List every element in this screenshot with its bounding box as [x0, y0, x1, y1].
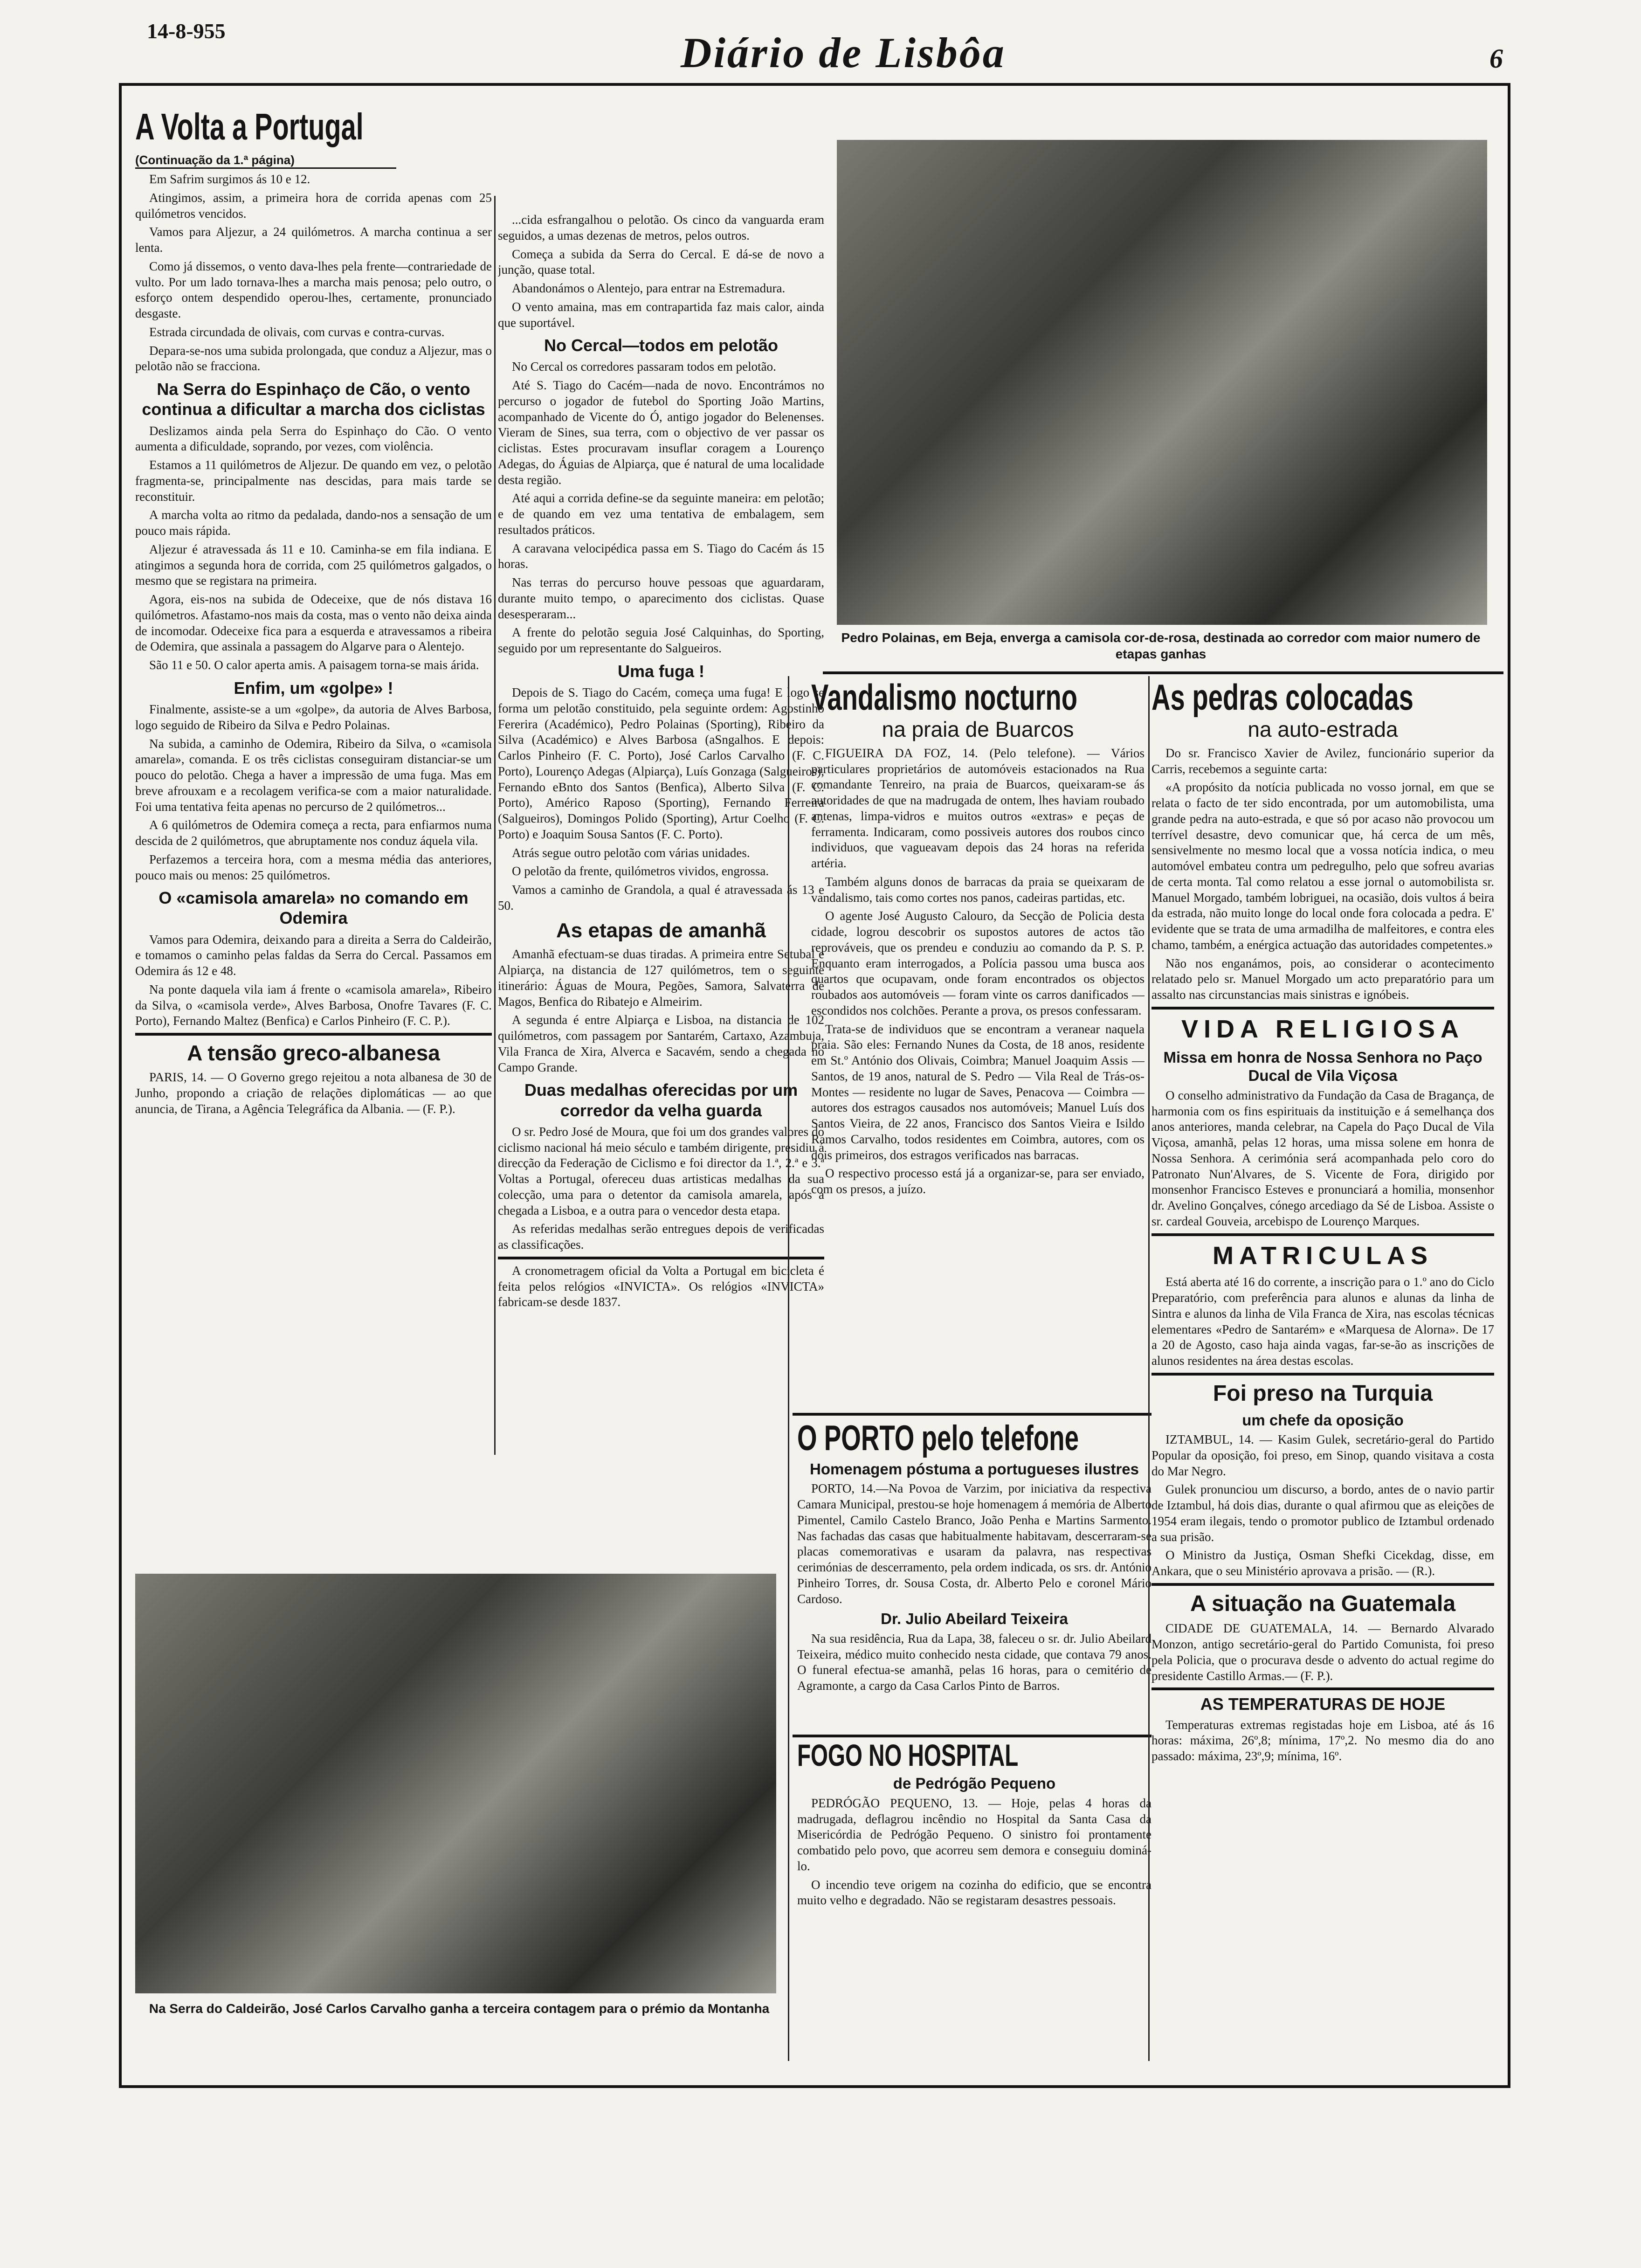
volta-paragraph: Deslizamos ainda pela Serra do Espinhaço do Cão. O vento aumenta a dificuldade, soprando, por vezes, com violência. — [135, 423, 492, 454]
volta-paragraph: A 6 quilómetros de Odemira começa a recta, para enfiarmos numa descida de 2 quilómetros, que abruptamente nos conduz áquela vila. — [135, 818, 492, 848]
volta-paragraph: ...cida esfrangalhou o pelotão. Os cinco da vanguarda eram seguidos, a umas dezenas de metros, pelos outros. — [498, 213, 824, 242]
temperaturas-paragraph: Temperaturas extremas registadas hoje em Lisboa, até ás 16 horas: máxima, 26º,8; mínima, 17º,2. No mesmo dia do ano passado: máxima, 23º,9; mínima, 16º. — [1151, 1717, 1494, 1763]
volta-paragraph: Vamos para Aljezur, a 24 quilómetros. A marcha continua a ser lenta. — [135, 225, 492, 255]
volta-paragraph: Em Safrim surgimos ás 10 e 12. — [149, 172, 310, 187]
porto-paragraph: PORTO, 14.—Na Povoa de Varzim, por iniciativa da respectiva Camara Municipal, prestou-se hoje homenagem á memória de Alberto Pimentel, Camilo Castelo Branco, João Penha e Martins Sarmento. Nas fachadas das casas que habitualmente habitavam, descerraram-se placas comemorativas e usaram da palavra, nas respectivas cerimónias de descerramento, pela ordem indicada, os srs. dr. António Pinheiro Torres, dr. Sousa Costa, dr. Alberto Pelo e coronel Mário Cardoso. — [797, 1481, 1151, 1606]
volta-paragraph: O pelotão da frente, quilómetros vividos, engrossa. — [512, 864, 769, 878]
page-number: 6 — [1489, 43, 1503, 74]
tensao-headline: A tensão greco-albanesa — [187, 1041, 440, 1065]
fogo-paragraph: O incendio teve origem na cozinha do edificio, que se encontra muito velho e degradado. Não se registaram desastres pessoais. — [797, 1877, 1151, 1908]
turquia-paragraph: O Ministro da Justiça, Osman Shefki Cicekdag, disse, em Ankara, que o seu Ministério aprovava a prisão. — (R.). — [1151, 1548, 1494, 1578]
fogo-headline: FOGO NO HOSPITAL — [797, 1739, 1019, 1772]
temperaturas-headline: AS TEMPERATURAS DE HOJE — [1200, 1694, 1446, 1714]
volta-paragraph: Começa a subida da Serra do Cercal. E dá-se de novo a junção, quase total. — [498, 247, 824, 277]
volta-paragraph: Na subida, a caminho de Odemira, Ribeiro da Silva, o «camisola amarela», comanda. E os três ciclistas conseguiram distanciar-se um pouco do pelotão. Chega a haver a impressão de uma fuga. Mas em breve afrouxam e a recolagem verifica-se com a maior naturalidade. Foi uma tentativa feita apenas no percurso de 2 quilómetros... — [135, 736, 492, 814]
vandalismo-paragraph: FIGUEIRA DA FOZ, 14. (Pelo telefone). — Vários particulares proprietários de automóveis estacionados na Rua comandante Tenreiro, na praia de Buarcos, queixaram-se ás autoridades de que na madrugada de ontem, lhes haviam roubado antenas, limpa-vidros e muitos outros «extras» e peças de ferramenta. Indicaram, como possiveis autores dos roubos cinco individuos, que vagueavam depois das 24 horas na referida artéria. — [811, 746, 1145, 871]
volta-subheading: O «camisola amarela» no comando em Odemira — [159, 888, 469, 928]
section-divider — [793, 1735, 1151, 1737]
porto-headline: O PORTO pelo telefone — [797, 1420, 1079, 1458]
photo-caption: Pedro Polainas, em Beja, enverga a camisola cor-de-rosa, destinada ao corredor com maior numero de etapas ganhas — [841, 630, 1481, 661]
photo-serra-caldeirao — [135, 1574, 776, 1993]
tensao-paragraph: PARIS, 14. — O Governo grego rejeitou a nota albanesa de 30 de Junho, propondo a criação de relações diplomáticas — ao que anuncia, de Tirana, a Agência Telegráfica da Albania. — (F. P.). — [135, 1070, 492, 1116]
section-divider — [1151, 1687, 1494, 1690]
column-rule — [788, 676, 789, 2061]
section-divider — [1151, 1007, 1494, 1010]
column-rule — [494, 196, 496, 1455]
right-column — [1151, 678, 1494, 2073]
porto-subheading: Homenagem póstuma a portugueses ilustres — [809, 1460, 1139, 1478]
volta-paragraph: Depois de S. Tiago do Cacém, começa uma fuga! E logo se forma um pelotão constituido, pela seguinte ordem: Agostinho Fererira (Académico), Pedro Polainas (Sporting), Ribeiro da Silva (Académico) e Alves Barbosa (aSngalhos. E depois: Carlos Pinheiro (F. C. Porto), José Carlos Carvalho (F. C. Porto), Lourenço Adegas (Alpiarça), Luís Gonzaga (Salgueiros), Fernando eBnto dos Santos (Benfica), Alberto Silva (F. C. Porto), Américo Raposo (Sporting), Fernando Ferreira (Salgueiros), Domingos Polido (Sporting), Artur Coelho (F. C. Porto) e Joaquim Sousa Santos (F. C. Porto). — [498, 685, 824, 841]
porto-paragraph: Na sua residência, Rua da Lapa, 38, faleceu o sr. dr. Julio Abeilard Teixeira, médico muito conhecido nesta cidade, que contava 79 anos. O funeral efectua-se amanhã, pelas 16 horas, para o cemitério de Agramonte, a cargo da Casa Carlos Pinto de Barros. — [797, 1631, 1151, 1693]
volta-paragraph: O vento amaina, mas em contrapartida faz mais calor, ainda que suportável. — [498, 299, 824, 330]
volta-paragraph: A marcha volta ao ritmo da pedalada, dando-nos a sensação de um pouco mais rápida. — [135, 508, 492, 538]
matriculas-paragraph: Está aberta até 16 do corrente, a inscrição para o 1.º ano do Ciclo Preparatório, com preferência para alunos e alunas da linha de Sintra e alunos da linha de Vila Franca de Xira, nas escolas técnicas elementares «Pedro de Santarém» e «Marquesa de Alorna». De 17 a 20 de Agosto, caso haja ainda vagas, far-se-ão as inscrições de alunos residentes na área destas escolas. — [1151, 1275, 1494, 1368]
pedras-paragraph: Do sr. Francisco Xavier de Avilez, funcionário superior da Carris, recebemos a seguinte carta: — [1151, 746, 1494, 776]
turquia-paragraph: Gulek pronunciou um discurso, a bordo, antes de o navio partir de Iztambul, há dois dias, durante o qual afirmou que as eleições de 1954 eram ilegais, tendo o promotor publico de Iztambul ordenado a sua prisão. — [1151, 1482, 1494, 1544]
guatemala-headline: A situação na Guatemala — [1190, 1591, 1456, 1616]
continuation-note: (Continuação da 1.ª página) — [135, 153, 396, 169]
volta-subheading: Enfim, um «golpe» ! — [234, 678, 393, 698]
volta-paragraph: Aljezur é atravessada ás 11 e 10. Caminha-se em fila indiana. E atingimos a segunda hora de corrida, com 25 quilómetros galgados, o mesmo que se registara na primeira. — [135, 542, 492, 588]
volta-subheading: As etapas de amanhã — [556, 919, 766, 942]
volta-subheading: Uma fuga ! — [617, 661, 704, 681]
vida-paragraph: O conselho administrativo da Fundação da Casa de Bragança, de harmonia com os fins espirituais da instituição e á semelhança dos anos anteriores, manda celebrar, na Capela do Paço Ducal de Vila Viçosa, amanhã, pelas 12 horas, uma missa solene em honra de Nossa Senhora. A cerimónia será acompanhada pelo coro do Patronato Nun'Alvares, de S. Vicente de Fora, dirigido por monsenhor Francisco Esteves e pronunciará a homilia, monsenhor dr. Avelino Gonçalves, cónego arcediago da Sé de Lisboa. Assiste o sr. cardeal Gouveia, arcebispo de Lourenço Marques. — [1151, 1088, 1494, 1228]
section-divider — [1151, 1373, 1494, 1376]
pedras-subheadline: na auto-estrada — [1248, 717, 1398, 741]
vida-headline: VIDA RELIGIOSA — [1181, 1015, 1465, 1043]
turquia-subheadline: um chefe da oposição — [1242, 1411, 1404, 1429]
fogo-column — [797, 1739, 1151, 2066]
volta-paragraph: As referidas medalhas serão entregues depois de verificadas as classificações. — [498, 1222, 824, 1252]
volta-paragraph: No Cercal os corredores passaram todos em pelotão. — [512, 360, 776, 374]
vandalismo-paragraph: O agente José Augusto Calouro, da Secção de Policia desta cidade, logrou descobrir os supostos autores de actos tão reprováveis, que os prendeu e conduziu ao comando da P. S. P. Enquanto eram interrogados, a Polícia passou uma busca aos quartos que ocupavam, onde foram encontrados os objectos roubados aos automóveis — foram vinte os carros danificados — escondidos nos colchões. Perante a prova, os presos confessaram. — [811, 909, 1145, 1017]
volta-subheading: Duas medalhas oferecidas por um corredor da velha guarda — [524, 1080, 798, 1120]
volta-paragraph: A segunda é entre Alpiarça e Lisboa, na distancia de 102 quilómetros, com passagem por Santarém, Cartaxo, Azambuja, Vila Franca de Xira, Alverca e Sacavém, sendo a chegada no Campo Grande. — [498, 1013, 824, 1074]
vandalismo-headline: Vandalismo nocturno — [811, 678, 1078, 718]
fogo-subheadline: de Pedrógão Pequeno — [893, 1775, 1056, 1792]
vandalismo-subheadline: na praia de Buarcos — [882, 717, 1074, 741]
section-divider — [135, 1033, 492, 1036]
volta-paragraph: São 11 e 50. O calor aperta amis. A paisagem torna-se mais árida. — [149, 658, 479, 672]
volta-column-2 — [498, 212, 824, 1574]
volta-paragraph: Amanhã efectuam-se duas tiradas. A primeira entre Setubal e Alpiarça, na distancia de 127 quilómetros, tem o seguinte itinerário: Águas de Moura, Pegões, Samora, Salvaterra de Magos, Benfica do Ribatejo e Almeirim. — [498, 947, 824, 1009]
vandalismo-paragraph: Trata-se de individuos que se encontram a veranear naquela praia. São eles: Fernando Nunes da Costa, de 18 anos, residente em St.º António dos Olivais, Coimbra; Manuel Joaquim Assis — Santos, de 19 anos, natural de S. Pedro — Vila Real de Trás-os-Montes — residente no lugar de Saves, Penacova — Coimbra — autores dos estragos causados nos automóveis; Manuel Luís dos Santos Vieira, de 22 anos, Francisco dos Santos Vieira e Isildo Ramos Carvalho, todos residentes em Coimbra, autores, com os dois primeiros, dos estragos verificados nas barracas. — [811, 1022, 1145, 1162]
volta-paragraph: Como já dissemos, o vento dava-lhes pela frente—contrariedade de vulto. Por um lado tornava-lhes a marcha mais penosa; pelo outro, o esforço ontem despendido operou-lhes, certamente, pronunciado desgaste. — [135, 259, 492, 321]
volta-paragraph: Estrada circundada de olivais, com curvas e contra-curvas. — [149, 325, 445, 339]
volta-paragraph: A cronometragem oficial da Volta a Portugal em bicicleta é feita pelos relógios «INVICTA». Os relógios «INVICTA» fabricam-se desde 1837. — [498, 1263, 824, 1309]
photo-pedro-polainas — [837, 140, 1487, 625]
matriculas-headline: MATRICULAS — [1213, 1241, 1433, 1270]
photo-caption: Na Serra do Caldeirão, José Carlos Carvalho ganha a terceira contagem para o prémio da Montanha — [149, 2001, 770, 2016]
fogo-paragraph: PEDRÓGÃO PEQUENO, 13. — Hoje, pelas 4 horas da madrugada, deflagrou incêndio no Hospital da Santa Casa da Misericórdia de Pedrógão Pequeno. O sinistro foi prontamente combatido pelo povo, que acorreu sem demora e conseguiu dominá-lo. — [797, 1796, 1151, 1873]
vandalismo-column — [811, 678, 1145, 1411]
section-divider — [823, 671, 1503, 674]
volta-paragraph: Atrás segue outro pelotão com várias unidades. — [512, 845, 750, 860]
volta-paragraph: Vamos a caminho de Grandola, a qual é atravessada ás 13 e 50. — [498, 883, 824, 913]
newspaper-masthead: Diário de Lisbôa — [681, 29, 1006, 76]
volta-paragraph: Atingimos, assim, a primeira hora de corrida apenas com 25 quilómetros vencidos. — [135, 190, 492, 221]
turquia-headline: Foi preso na Turquia — [1213, 1381, 1433, 1406]
vandalismo-paragraph: Também alguns donos de barracas da praia se queixaram de vandalismo, tais como cortes nos panos, cadeiras partidas, etc. — [811, 874, 1145, 905]
volta-paragraph: Depara-se-nos uma subida prolongada, que conduz a Aljezur, mas o pelotão não se fracciona. — [135, 343, 492, 373]
volta-subheading: Na Serra do Espinhaço de Cão, o vento continua a dificultar a marcha dos ciclistas — [142, 380, 485, 419]
pedras-paragraph: Não nos enganámos, pois, ao considerar o acontecimento relatado pelo sr. Manuel Morgado um acto preparatório para um assalto nas circunstancias mais sinistras e ignóbeis. — [1151, 956, 1494, 1002]
section-divider — [1151, 1583, 1494, 1586]
porto-subheading: Dr. Julio Abeilard Teixeira — [881, 1610, 1068, 1628]
section-divider — [498, 1257, 824, 1259]
volta-paragraph: Na ponte daquela vila iam á frente o «camisola amarela», Ribeiro da Silva, o «camisola verde», Alves Barbosa, Onofre Tavares (F. C. Porto), Fernando Maltez (Benfica) e Carlos Pinheiro (F. C. P.). — [135, 982, 492, 1028]
pedras-paragraph: «A propósito da notícia publicada no vosso jornal, em que se relata o facto de ter sido encontrada, por um automobilista, uma grande pedra na auto-estrada, e que só por acaso não provocou um terrível desastre, devo comunicar que, há cerca de um mês, sensivelmente no mesmo local que a vossa notícia indica, o meu automóvel embateu contra um pedregulho, pelo que sofreu avarias de certa monta. Tal como relatou a esse jornal o automobilista sr. Manuel Morgado, também lobriguei, na ocasião, dois vultos á beira da estrada, não muito longe do local onde fora colocada a pedra. E' evidente que se trata de uma armadilha de malfeitores, e contra eles chamo, também, a enérgica actuação das autoridades competentes.» — [1151, 780, 1494, 952]
guatemala-paragraph: CIDADE DE GUATEMALA, 14. — Bernardo Alvarado Monzon, antigo secretário-geral do Partido Comunista, foi preso pela Policia, que o procurava desde o advento do actual regime do presidente Castillo Armas.— (F. P.). — [1151, 1621, 1494, 1683]
pedras-headline: As pedras colocadas — [1151, 678, 1413, 718]
section-divider — [793, 1413, 1151, 1416]
turquia-paragraph: IZTAMBUL, 14. — Kasim Gulek, secretário-geral do Partido Popular da oposição, foi preso, em Sinop, quando visitava a costa do Mar Negro. — [1151, 1432, 1494, 1478]
volta-column-1 — [135, 107, 492, 1459]
volta-subheading: No Cercal—todos em pelotão — [544, 336, 779, 355]
section-divider — [1151, 1233, 1494, 1236]
volta-paragraph: A caravana velocipédica passa em S. Tiago do Cacém ás 15 horas. — [498, 541, 824, 571]
volta-paragraph: Finalmente, assiste-se a um «golpe», da autoria de Alves Barbosa, logo seguido de Ribeiro da Silva e Pedro Polainas. — [135, 702, 492, 732]
vandalismo-paragraph: O respectivo processo está já a organizar-se, para ser enviado, com os presos, a juízo. — [811, 1166, 1145, 1196]
vida-subheading: Missa em honra de Nossa Senhora no Paço Ducal de Vila Viçosa — [1163, 1048, 1482, 1085]
volta-paragraph: Perfazemos a terceira hora, com a mesma média das anteriores, pouco mais ou menos: 25 quilómetros. — [135, 852, 492, 882]
volta-paragraph: Vamos para Odemira, deixando para a direita a Serra do Caldeirão, e tomamos o caminho pelas faldas da Serra do Cercal. Passamos em Odemira ás 12 e 48. — [135, 932, 492, 978]
porto-column — [797, 1420, 1151, 1732]
volta-paragraph: Agora, eis-nos na subida de Odeceixe, que de nós distava 16 quilómetros. Afastamo-nos mais da costa, mas o vento não deixa ainda de incomodar. Odeceixe fica para a esquerda e atravessamos a ribeira de Odemira, que assinala a passagem do Algarve para o Alentejo. — [135, 592, 492, 654]
volta-paragraph: Até S. Tiago do Cacém—nada de novo. Encontrámos no percurso o jogador de futebol do Sporting João Martins, acompanhado de Vicente do Ó, antigo jogador do Belenenses. Vieram de Sines, sua terra, com o objectivo de ver passar os ciclistas. Estes procuravam insuflar coragem a Lourenço Adegas, do Águias de Alpiarça, que é natural de uma localidade desta região. — [498, 378, 824, 487]
volta-paragraph: Nas terras do percurso houve pessoas que aguardaram, durante muito tempo, o aparecimento dos ciclistas. Quase desesperaram... — [498, 575, 824, 621]
column-rule — [1148, 676, 1150, 2061]
volta-paragraph: Abandonámos o Alentejo, para entrar na Estremadura. — [512, 281, 786, 295]
issue-date: 14-8-955 — [147, 19, 226, 43]
volta-paragraph: O sr. Pedro José de Moura, que foi um dos grandes valores do ciclismo nacional há meio século e também dirigente, presidiu á direcção da Federação de Ciclismo e foi director da 1.ª, 2.ª e 3.ª Voltas a Portugal, ofereceu duas artisticas medalhas da sua colecção, uma para o detentor da camisola amarela, após a chegada a Lisboa, e a outra para o vencedor desta etapa. — [498, 1124, 824, 1217]
volta-paragraph: Até aqui a corrida define-se da seguinte maneira: em pelotão; e de quando em vez uma tentativa de embalagem, sem resultados práticos. — [498, 491, 824, 537]
volta-paragraph: Estamos a 11 quilómetros de Aljezur. De quando em vez, o pelotão fragmenta-se, principalmente nas descidas, para mais tarde se reconstituir. — [135, 458, 492, 504]
volta-headline: A Volta a Portugal — [135, 107, 364, 147]
volta-paragraph: A frente do pelotão seguia José Calquinhas, do Sporting, seguido por um representante do Salgueiros. — [498, 625, 824, 656]
